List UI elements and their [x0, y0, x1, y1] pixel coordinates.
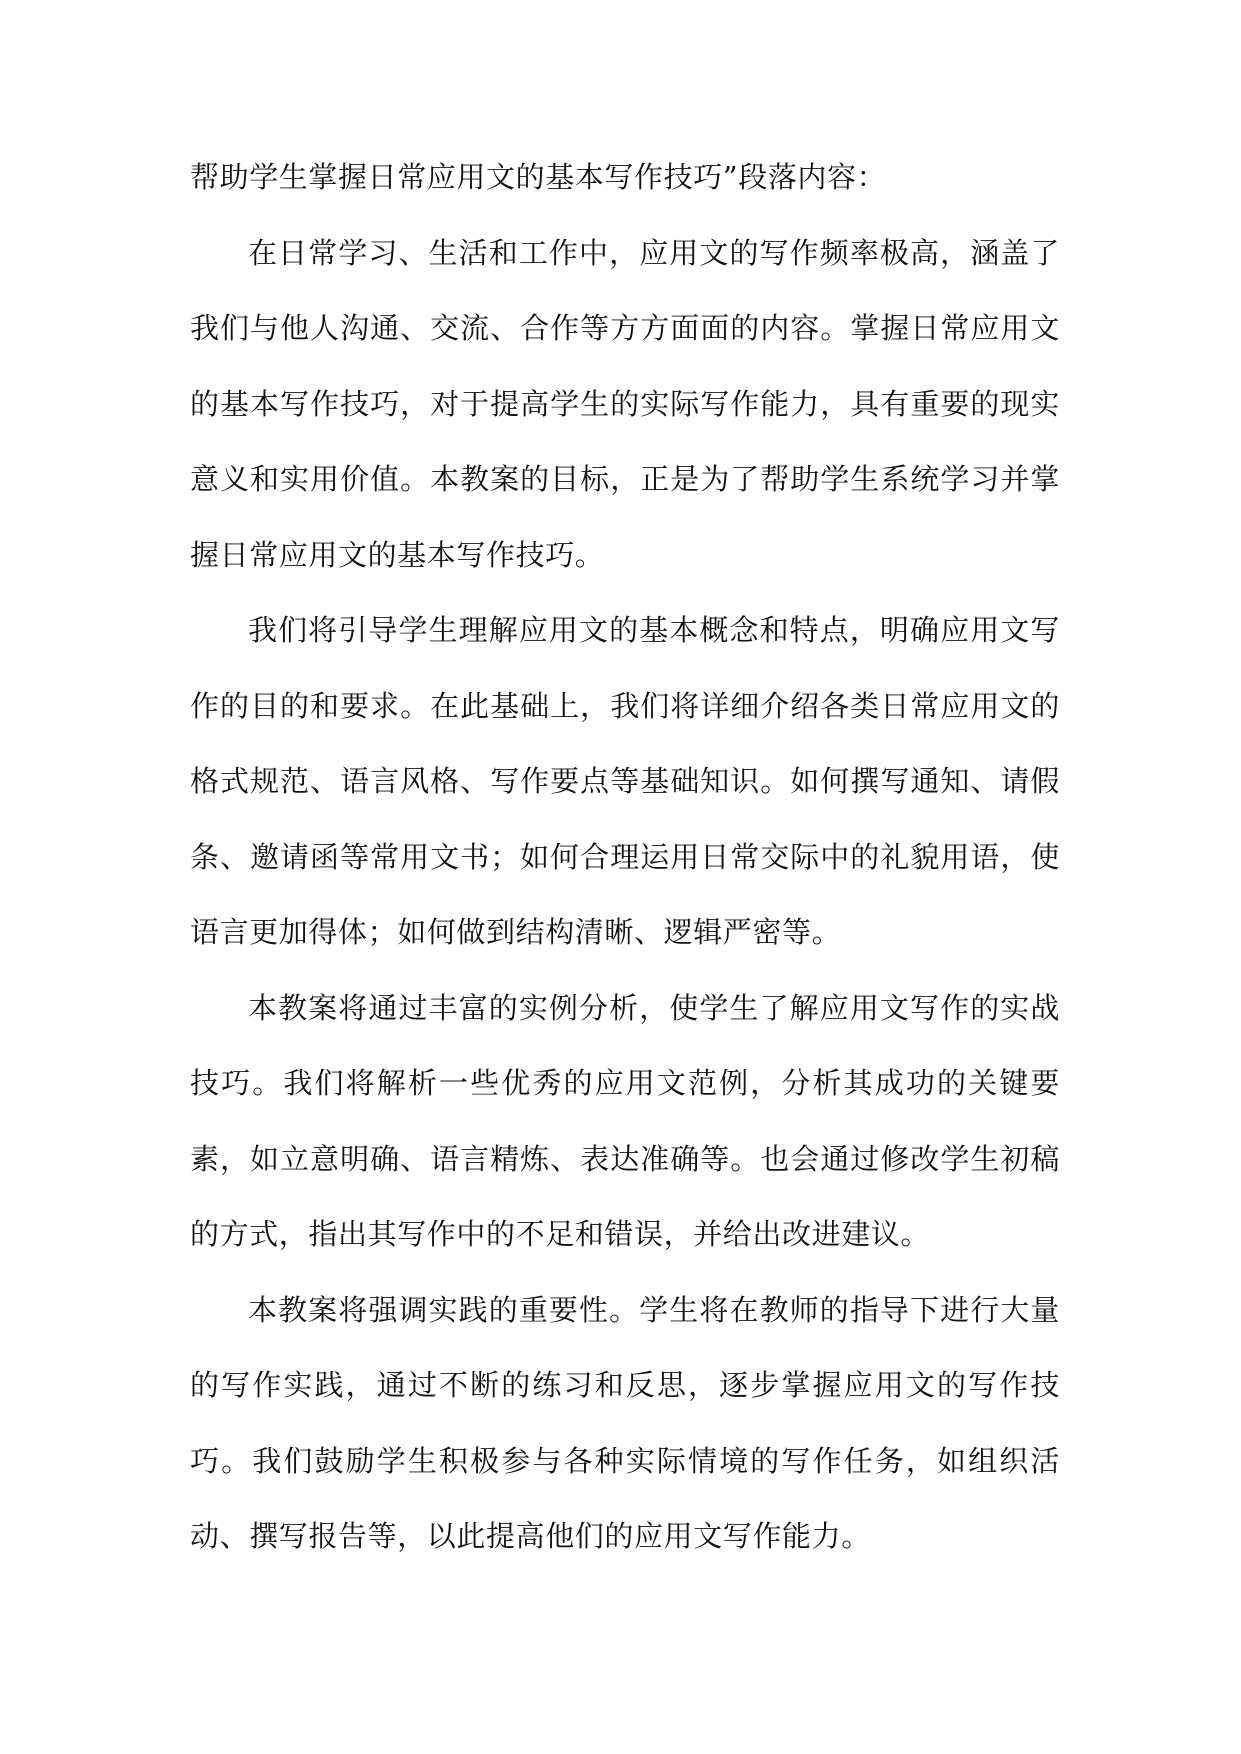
- paragraph-2: 我们将引导学生理解应用文的基本概念和特点，明确应用文写作的目的和要求。在此基础上，我们将详细介绍各类日常应用文的格式规范、语言风格、写作要点等基础知识。如何撰写通知、请假条、邀请函等常用文书；如何合理运用日常交际中的礼貌用语，使语言更加得体；如何做到结构清晰、逻辑严密等。: [190, 613, 1060, 949]
- paragraph-4: 本教案将强调实践的重要性。学生将在教师的指导下进行大量的写作实践，通过不断的练习和反思，逐步掌握应用文的写作技巧。我们鼓励学生积极参与各种实际情境的写作任务，如组织活动、撰写报告等，以此提高他们的应用文写作能力。: [190, 1292, 1060, 1553]
- document-body: [190, 140, 1060, 1575]
- paragraph-3: 本教案将通过丰富的实例分析，使学生了解应用文写作的实战技巧。我们将解析一些优秀的应用文范例，分析其成功的关键要素，如立意明确、语言精炼、表达准确等。也会通过修改学生初稿的方式，指出其写作中的不足和错误，并给出改进建议。: [190, 990, 1060, 1251]
- paragraph-intro: 帮助学生掌握日常应用文的基本写作技巧”段落内容：: [190, 160, 887, 194]
- paragraph-1: 在日常学习、生活和工作中，应用文的写作频率极高，涵盖了我们与他人沟通、交流、合作等方方面面的内容。掌握日常应用文的基本写作技巧，对于提高学生的实际写作能力，具有重要的现实意义和实用价值。本教案的目标，正是为了帮助学生系统学习并掌握日常应用文的基本写作技巧。: [190, 235, 1060, 572]
